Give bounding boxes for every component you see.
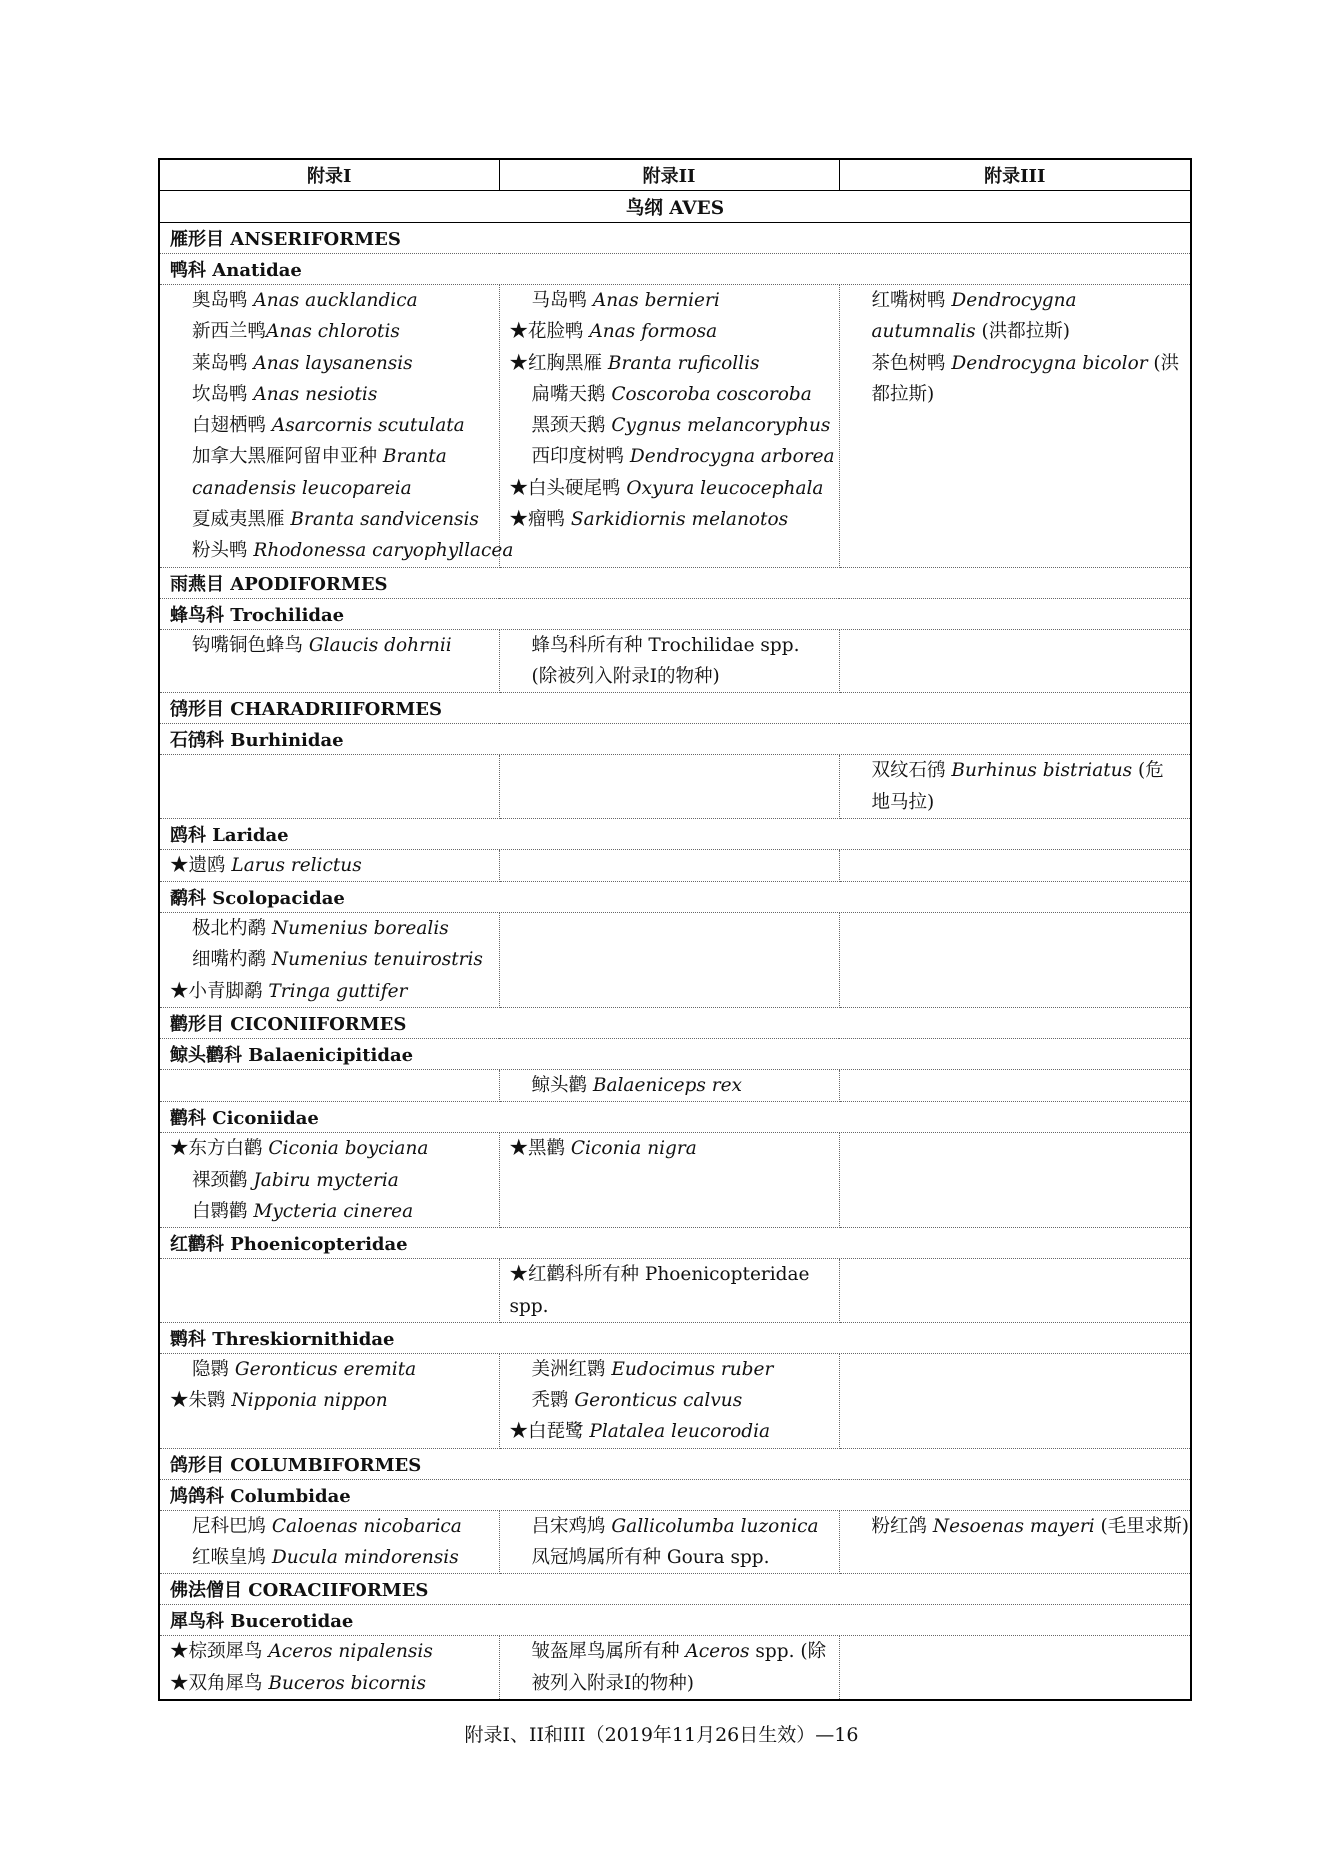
cell-content	[510, 1636, 829, 1699]
species-common-name: 红胸黑雁	[528, 352, 608, 374]
species-entry	[510, 379, 829, 410]
appendix-2-cell	[499, 755, 839, 819]
family-title: 鹳科 Ciconiidae	[159, 1102, 1191, 1133]
cell-content	[850, 630, 1181, 661]
species-entry	[510, 1511, 829, 1542]
species-row	[159, 285, 1191, 568]
appendix-1-cell	[159, 285, 514, 568]
species-scientific-name: Numenius tenuirostris	[271, 949, 483, 971]
appendix-1-cell	[159, 1070, 499, 1102]
order-title: 鸻形目 CHARADRIIFORMES	[159, 693, 1191, 724]
species-common-name: 尼科巴鸠	[192, 1515, 272, 1537]
species-common-name: 隐鹮	[192, 1358, 235, 1380]
species-common-name: 茶色树鸭	[871, 352, 952, 374]
appendix-1-cell	[159, 913, 499, 1008]
class-row	[159, 191, 1191, 223]
order-title: 雁形目 ANSERIFORMES	[159, 223, 1191, 254]
species-common-name: 白头硬尾鸭	[528, 477, 627, 499]
species-common-name: 粉头鸭	[192, 540, 254, 562]
species-scientific-name: Nipponia nippon	[231, 1390, 388, 1412]
species-scientific-name: Anas bernieri	[592, 290, 720, 311]
star-marker: ★	[170, 980, 189, 1002]
species-entry	[510, 1133, 829, 1164]
order-row	[159, 1008, 1191, 1039]
family-row	[159, 254, 1191, 285]
family-title: 红鹳科 Phoenicopteridae	[159, 1228, 1191, 1259]
cell-content	[170, 913, 489, 1007]
appendix-3-cell	[839, 913, 1191, 1008]
species-entry	[170, 850, 489, 881]
cell-content	[170, 285, 514, 567]
species-entry	[170, 1668, 489, 1699]
header-appendix-2: 附录II	[499, 159, 839, 191]
species-note: (洪都拉斯)	[871, 352, 1180, 405]
species-common-name: 双纹石鸻	[871, 760, 952, 782]
species-entry	[170, 1511, 489, 1542]
species-scientific-name: Jabiru mycteria	[253, 1169, 399, 1191]
species-entry	[170, 630, 489, 661]
species-scientific-name: Branta canadensis leucopareia	[192, 446, 447, 499]
appendix-1-cell	[159, 849, 499, 881]
appendix-2-cell	[499, 285, 839, 568]
species-scientific-name: Sarkidiornis melanotos	[570, 509, 789, 531]
star-marker: ★	[170, 1641, 189, 1663]
cell-content	[170, 1354, 489, 1417]
cell-content	[510, 1354, 829, 1448]
order-title: 鹳形目 CICONIIFORMES	[159, 1008, 1191, 1039]
species-common-name: 白琵鹭	[528, 1421, 590, 1443]
species-common-name: 奥岛鸭	[192, 290, 254, 311]
species-scientific-name: Branta ruficollis	[607, 352, 760, 374]
family-title: 犀鸟科 Bucerotidae	[159, 1605, 1191, 1636]
cell-content	[850, 1259, 1181, 1290]
species-entry	[170, 1385, 489, 1416]
star-marker: ★	[509, 321, 529, 343]
species-entry	[170, 976, 489, 1007]
star-marker: ★	[509, 477, 529, 499]
appendix-2-cell	[499, 1353, 839, 1448]
species-common-name: 棕颈犀鸟	[188, 1641, 269, 1663]
species-entry	[170, 410, 489, 441]
family-title: 鹮科 Threskiornithidae	[159, 1322, 1191, 1353]
cell-content	[170, 755, 489, 786]
species-common-name: 细嘴杓鹬	[192, 949, 272, 971]
family-row	[159, 724, 1191, 755]
cell-content	[170, 1636, 489, 1699]
species-common-name: 吕宋鸡鸠	[531, 1515, 612, 1537]
species-scientific-name: Anas aucklandica	[253, 290, 418, 311]
species-scientific-name: Caloenas nicobarica	[271, 1515, 462, 1537]
cell-content	[850, 1354, 1181, 1385]
appendix-1-cell	[159, 629, 499, 693]
species-scientific-name: Dendrocygna bicolor	[951, 352, 1148, 374]
species-scientific-name: Dendrocygna arborea	[629, 446, 835, 468]
species-entry	[170, 1196, 489, 1227]
appendix-2-cell	[499, 1636, 839, 1700]
species-common-name: 美洲红鹮	[531, 1358, 612, 1380]
appendix-2-cell	[499, 629, 839, 693]
species-entry	[170, 285, 489, 316]
species-scientific-name: Dendrocygna autumnalis	[871, 290, 1077, 343]
species-scientific-name: Asarcornis scutulata	[271, 415, 465, 437]
header-appendix-3: 附录III	[839, 159, 1191, 191]
star-marker: ★	[509, 509, 529, 531]
species-note: (洪都拉斯)	[975, 321, 1070, 343]
order-row	[159, 223, 1191, 254]
species-row	[159, 1510, 1191, 1574]
species-row	[159, 755, 1191, 819]
species-common-name: 凤冠鸠属所有种 Goura spp.	[531, 1547, 770, 1569]
table-body	[159, 191, 1191, 1700]
species-scientific-name: Ciconia nigra	[570, 1138, 697, 1160]
species-entry	[170, 348, 489, 379]
species-common-name: 红嘴树鸭	[871, 290, 952, 311]
cell-content	[170, 1511, 489, 1574]
species-note: (毛里求斯)	[1094, 1515, 1189, 1537]
species-entry	[510, 1070, 829, 1101]
appendix-2-cell	[499, 913, 839, 1008]
species-entry	[510, 1385, 829, 1416]
header-appendix-1: 附录I	[159, 159, 499, 191]
family-title: 鲸头鹳科 Balaenicipitidae	[159, 1039, 1191, 1070]
appendix-3-cell	[839, 1636, 1191, 1700]
species-common-name: 马岛鸭	[531, 290, 593, 311]
appendix-2-cell	[499, 1259, 839, 1323]
cell-content	[170, 1070, 489, 1101]
species-common-name: 裸颈鹳	[192, 1169, 254, 1191]
family-title: 鸥科 Laridae	[159, 818, 1191, 849]
species-common-name: 极北杓鹬	[192, 918, 272, 940]
cell-content	[510, 1070, 829, 1101]
appendix-1-cell	[159, 755, 499, 819]
species-entry	[850, 348, 1181, 411]
species-common-name: 朱鹮	[188, 1390, 232, 1412]
species-entry	[510, 1542, 829, 1573]
appendix-1-cell	[159, 1510, 499, 1574]
appendix-1-cell	[159, 1636, 499, 1700]
star-marker: ★	[170, 1138, 189, 1160]
cell-content	[510, 755, 829, 786]
species-common-name: 蜂鸟科所有种 Trochilidae spp. (除被列入附录I的物种)	[531, 634, 800, 687]
species-entry	[510, 1354, 829, 1385]
species-common-name: 小青脚鹬	[188, 980, 269, 1002]
species-common-name: 红喉皇鸠	[192, 1547, 272, 1569]
appendix-3-cell	[839, 1259, 1191, 1323]
species-scientific-name: Buceros bicornis	[268, 1672, 427, 1694]
species-entry	[170, 1165, 489, 1196]
species-entry	[170, 944, 489, 975]
species-row	[159, 1070, 1191, 1102]
species-common-name: 花脸鸭	[528, 321, 590, 343]
species-entry	[510, 441, 835, 472]
cell-content	[850, 850, 1181, 881]
species-scientific-name: Ducula mindorensis	[271, 1547, 459, 1569]
star-marker: ★	[509, 1138, 529, 1160]
species-scientific-name: Nesoenas mayeri	[932, 1515, 1095, 1537]
family-row	[159, 1479, 1191, 1510]
cell-content	[850, 755, 1181, 818]
order-row	[159, 1448, 1191, 1479]
species-entry	[850, 1511, 1189, 1542]
species-common-name: 白翅栖鸭	[192, 415, 272, 437]
species-common-name: 东方白鹳	[188, 1138, 269, 1160]
species-scientific-name: Anas formosa	[589, 321, 718, 343]
appendix-2-cell	[499, 1070, 839, 1102]
family-row	[159, 1228, 1191, 1259]
species-scientific-name: Anas nesiotis	[253, 383, 378, 405]
species-row	[159, 1636, 1191, 1700]
species-entry	[850, 755, 1181, 818]
family-row	[159, 1322, 1191, 1353]
species-entry	[170, 1542, 489, 1573]
table-header-row	[159, 159, 1191, 191]
species-scientific-name: Geronticus calvus	[574, 1390, 743, 1412]
species-scientific-name: Rhodonessa caryophyllacea	[253, 540, 514, 562]
species-entry	[170, 1133, 489, 1164]
species-scientific-name: Aceros	[685, 1641, 750, 1663]
species-scientific-name: Burhinus bistriatus	[951, 760, 1133, 782]
cell-content	[509, 285, 835, 535]
species-scientific-name: Cygnus melancoryphus	[611, 415, 831, 437]
species-entry	[510, 473, 829, 504]
appendix-3-cell	[839, 755, 1191, 819]
species-common-name: 粉红鸽	[871, 1515, 933, 1537]
species-entry	[170, 535, 514, 566]
cell-content	[850, 1133, 1181, 1164]
species-scientific-name: Ciconia boyciana	[268, 1138, 429, 1160]
species-common-name: 西印度树鸭	[531, 446, 630, 468]
species-row	[159, 1133, 1191, 1228]
species-common-name: 遗鸥	[188, 854, 232, 876]
species-scientific-name: Gallicolumba luzonica	[611, 1515, 819, 1537]
appendix-1-cell	[159, 1133, 499, 1228]
cell-content	[510, 850, 829, 881]
cell-content	[850, 913, 1181, 944]
species-entry	[510, 630, 829, 693]
cell-content	[510, 1133, 829, 1164]
appendix-3-cell	[839, 1353, 1191, 1448]
species-entry	[170, 504, 489, 535]
species-scientific-name: Aceros nipalensis	[268, 1641, 433, 1663]
family-title: 鸭科 Anatidae	[159, 254, 1191, 285]
appendix-2-cell	[499, 849, 839, 881]
species-entry	[510, 1416, 829, 1447]
appendix-3-cell	[839, 629, 1191, 693]
family-row	[159, 882, 1191, 913]
species-common-name: 鲸头鹳	[531, 1075, 593, 1097]
species-common-name: 加拿大黑雁阿留申亚种	[192, 446, 383, 468]
species-scientific-name: Balaeniceps rex	[592, 1075, 742, 1097]
appendix-2-cell	[499, 1133, 839, 1228]
appendix-3-cell	[839, 849, 1191, 881]
cell-content	[170, 850, 489, 881]
species-common-name: 秃鹮	[531, 1390, 575, 1412]
cell-content	[510, 1511, 829, 1574]
family-title: 鸠鸽科 Columbidae	[159, 1479, 1191, 1510]
star-marker: ★	[170, 1390, 189, 1412]
species-scientific-name: Eudocimus ruber	[611, 1358, 774, 1380]
species-common-name: 红鹳科所有种 Phoenicopteridae spp.	[509, 1264, 810, 1317]
order-title: 雨燕目 APODIFORMES	[159, 567, 1191, 598]
species-common-name: 黑颈天鹅	[531, 415, 612, 437]
species-scientific-name: Larus relictus	[231, 854, 362, 876]
species-entry	[510, 348, 829, 379]
cell-content	[170, 630, 489, 661]
species-scientific-name: Branta sandvicensis	[290, 509, 479, 531]
species-note: (危地马拉)	[871, 760, 1164, 813]
species-scientific-name: Numenius borealis	[271, 918, 449, 940]
order-title: 鸽形目 COLUMBIFORMES	[159, 1448, 1191, 1479]
species-entry	[510, 504, 829, 535]
appendix-1-cell	[159, 1259, 499, 1323]
species-entry	[510, 1259, 829, 1322]
family-title: 蜂鸟科 Trochilidae	[159, 598, 1191, 629]
cell-content	[850, 1070, 1181, 1101]
species-entry	[510, 1636, 829, 1699]
species-scientific-name: Mycteria cinerea	[253, 1200, 414, 1222]
order-row	[159, 1574, 1191, 1605]
order-row	[159, 693, 1191, 724]
order-title: 佛法僧目 CORACIIFORMES	[159, 1574, 1191, 1605]
species-scientific-name: Geronticus eremita	[234, 1358, 417, 1380]
cell-content	[510, 913, 829, 944]
species-common-name: 新西兰鸭	[192, 321, 267, 343]
species-scientific-name: Platalea leucorodia	[589, 1421, 771, 1443]
cell-content	[850, 1636, 1181, 1667]
family-title: 石鸻科 Burhinidae	[159, 724, 1191, 755]
species-common-name: 黑鹳	[528, 1138, 571, 1160]
species-entry	[510, 316, 829, 347]
species-common-name: 双角犀鸟	[188, 1672, 269, 1694]
appendix-2-cell	[499, 1510, 839, 1574]
species-row	[159, 849, 1191, 881]
species-scientific-name: Anas chlorotis	[266, 321, 400, 343]
family-row	[159, 1039, 1191, 1070]
species-row	[159, 1353, 1191, 1448]
species-scientific-name: Glaucis dohrnii	[308, 634, 452, 656]
species-row	[159, 1259, 1191, 1323]
star-marker: ★	[509, 352, 529, 374]
star-marker: ★	[509, 1421, 529, 1443]
appendix-3-cell	[839, 285, 1191, 568]
class-title: 鸟纲 AVES	[159, 191, 1191, 223]
appendix-1-cell	[159, 1353, 499, 1448]
appendix-3-cell	[839, 1070, 1191, 1102]
page-footer: 附录I、II和III（2019年11月26日生效）—16	[464, 1724, 859, 1746]
appendix-3-cell	[839, 1510, 1191, 1574]
species-common-name: 夏威夷黑雁	[192, 509, 291, 531]
cell-content	[170, 1259, 489, 1290]
species-scientific-name: Tringa guttifer	[268, 980, 408, 1002]
cell-content	[850, 1511, 1189, 1542]
species-entry	[850, 285, 1181, 348]
species-common-name: 莱岛鸭	[192, 352, 254, 374]
appendix-3-cell	[839, 1133, 1191, 1228]
species-common-name: 扁嘴天鹅	[531, 383, 612, 405]
order-row	[159, 567, 1191, 598]
family-row	[159, 818, 1191, 849]
species-entry	[170, 316, 489, 347]
cites-appendices-table	[158, 158, 1192, 1701]
species-entry	[170, 1636, 489, 1667]
cell-content	[510, 1259, 829, 1322]
family-row	[159, 598, 1191, 629]
family-title: 鹬科 Scolopacidae	[159, 882, 1191, 913]
star-marker: ★	[170, 1672, 189, 1694]
species-row	[159, 913, 1191, 1008]
species-common-name: 皱盔犀鸟属所有种	[531, 1641, 686, 1663]
species-note: spp. (除被列入附录I的物种)	[531, 1641, 827, 1694]
species-common-name: 坎岛鸭	[192, 383, 254, 405]
species-common-name: 钩嘴铜色蜂鸟	[192, 634, 309, 656]
cell-content	[170, 1133, 489, 1227]
species-entry	[510, 285, 829, 316]
species-scientific-name: Coscoroba coscoroba	[611, 383, 812, 405]
species-common-name: 瘤鸭	[528, 509, 571, 531]
species-scientific-name: Anas laysanensis	[253, 352, 413, 374]
species-entry	[170, 441, 489, 504]
family-row	[159, 1605, 1191, 1636]
species-scientific-name: Oxyura leucocephala	[626, 477, 824, 499]
star-marker: ★	[509, 1264, 529, 1286]
cell-content	[850, 285, 1181, 410]
star-marker: ★	[170, 854, 189, 876]
species-row	[159, 629, 1191, 693]
species-entry	[170, 913, 489, 944]
species-entry	[170, 1354, 489, 1385]
cell-content	[510, 630, 829, 693]
species-entry	[170, 379, 489, 410]
species-common-name: 白鹮鹳	[192, 1200, 254, 1222]
species-entry	[510, 410, 829, 441]
family-row	[159, 1102, 1191, 1133]
